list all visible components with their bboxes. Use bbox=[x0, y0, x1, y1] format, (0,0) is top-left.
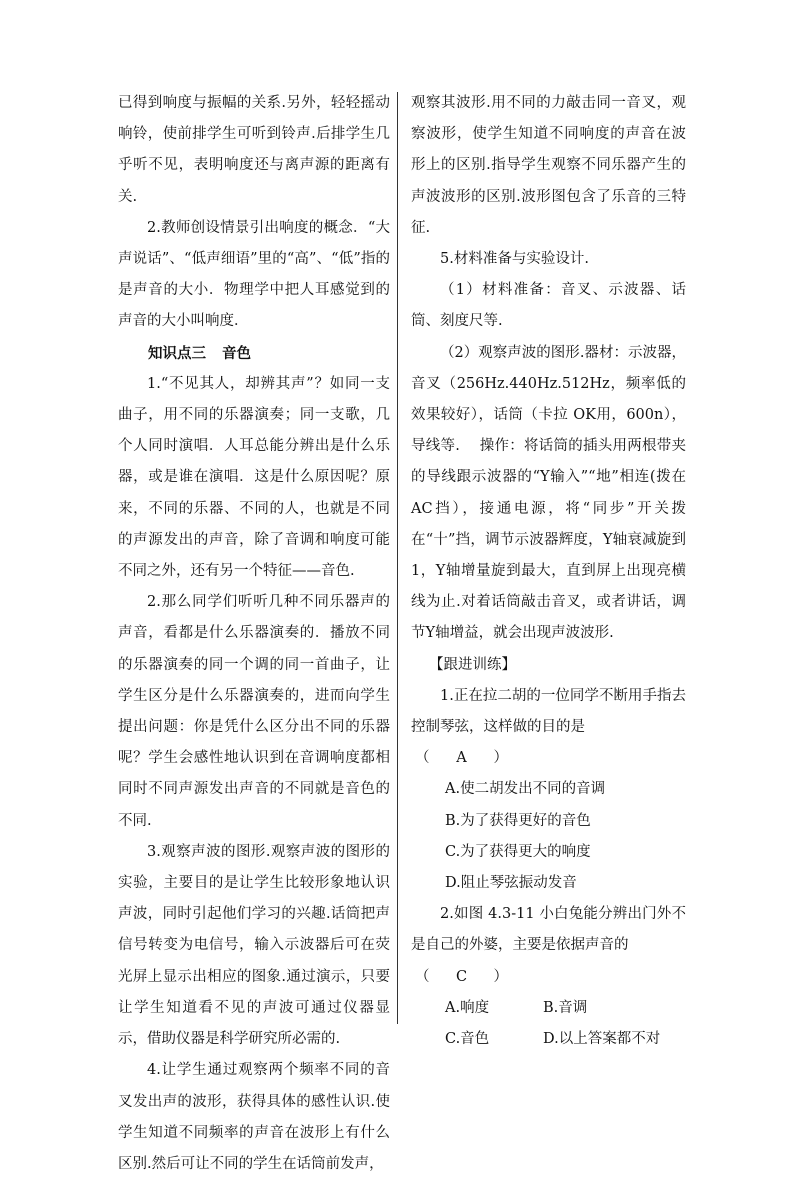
paragraph: （2）观察声波的图形.器材：示波器，音叉（256Hz.440Hz.512Hz，频率低的效果较好），话筒（卡拉 OK用，600n），导线等. 操作：将话筒的插头用两根带夹的导线跟示波器的“Y输入”“地”相连(拨在AC挡），接通电源，将“同步”开关拨在“十”挡，调节示波器辉度，Y轴衰减旋到 1，Y轴增量旋到最大，直到屏上出现亮横线为止.对着话筒敲击音叉，或者讲话，调节Y轴增益，就会出现声波波形. bbox=[411, 344, 686, 642]
paragraph: 2.教师创设情景引出响度的概念．“大声说话”、“低声细语”里的“高”、“低”指的是声音的大小．物理学中把人耳感觉到的声音的大小叫响度． bbox=[118, 219, 390, 330]
answer-letter: C bbox=[455, 968, 468, 985]
question-1-stem: 1.正在拉二胡的一位同学不断用手指去控制琴弦，这样做的目的是 bbox=[411, 687, 686, 736]
section-title: 音色 bbox=[222, 344, 251, 362]
option: A.使二胡发出不同的音调 bbox=[445, 781, 606, 798]
option-row bbox=[411, 993, 686, 1024]
question-2-answer: （ C ） bbox=[411, 962, 686, 993]
section-label: 知识点三 bbox=[148, 344, 206, 362]
section-heading bbox=[118, 338, 390, 369]
paragraph: 观察其波形.用不同的力敲击同一音叉，观察波形，使学生知道不同响度的声音在波形上的区别.指导学生观察不同乐器产生的声波波形的区别.波形图包含了乐音的三特征. bbox=[411, 95, 686, 236]
option: C.为了获得更大的响度 bbox=[445, 843, 591, 860]
question-1-answer: （ A ） bbox=[411, 743, 686, 774]
option: B.音调 bbox=[543, 999, 588, 1016]
option: B.为了获得更好的音色 bbox=[445, 812, 591, 829]
paragraph: 4.让学生通过观察两个频率不同的音叉发出声的波形，获得具体的感性认识.使学生知道不同频率的声音在波形上有什么区别.然后可让不同的学生在话筒前发声， bbox=[118, 1062, 390, 1172]
option: C.音色 bbox=[445, 1031, 490, 1048]
option: D.阻止琴弦振动发音 bbox=[445, 875, 577, 892]
option-row bbox=[411, 1024, 686, 1055]
answer-letter: A bbox=[456, 750, 467, 767]
follow-up-title: 【跟进训练】 bbox=[429, 656, 516, 673]
option: D.以上答案都不对 bbox=[543, 1031, 661, 1048]
paragraph: 2.那么同学们听听几种不同乐器声的声音，看都是什么乐器演奏的．播放不同的乐器演奏的同一个调的同一首曲子，让学生区分是什么乐器演奏的，进而向学生提出问题：你是凭什么区分出不同的乐器呢？学生会感性地认识到在音调响度都相同时不同声源发出声音的不同就是音色的不同. bbox=[118, 594, 390, 829]
question-2-stem: 2.如图 4.3-11 小白兔能分辨出门外不是自己的外婆，主要是依据声音的 bbox=[411, 906, 686, 954]
paragraph: 已得到响度与振幅的关系.另外，轻轻摇动响铃，使前排学生可听到铃声.后排学生几乎听不见，表明响度还与离声源的距离有关. bbox=[118, 95, 390, 205]
option: A.响度 bbox=[445, 999, 490, 1016]
left-column bbox=[118, 88, 390, 1180]
paragraph: 3.观察声波的图形.观察声波的图形的实验，主要目的是让学生比较形象地认识声波，同时引起他们学习的兴趣.话筒把声信号转变为电信号，输入示波器后可在荧光屏上显示出相应的图象.通过演示，只要让学生知道看不见的声波可通过仪器显示，借助仪器是科学研究所必需的. bbox=[118, 843, 390, 1048]
right-column bbox=[411, 88, 686, 1055]
column-divider bbox=[397, 92, 398, 1024]
paragraph: 5.材料准备与实验设计. bbox=[440, 251, 589, 268]
paragraph: （1）材料准备：音叉、示波器、话筒、刻度尺等. bbox=[411, 282, 686, 330]
paragraph: 1.“不见其人，却辨其声”？如同一支曲子，用不同的乐器演奏；同一支歌，几个人同时演唱．人耳总能分辨出是什么乐器，或是谁在演唱．这是什么原因呢？原来，不同的乐器、不同的人，也就是不同的声源发出的声音，除了音调和响度可能不同之外，还有另一个特征——音色. bbox=[118, 375, 390, 580]
